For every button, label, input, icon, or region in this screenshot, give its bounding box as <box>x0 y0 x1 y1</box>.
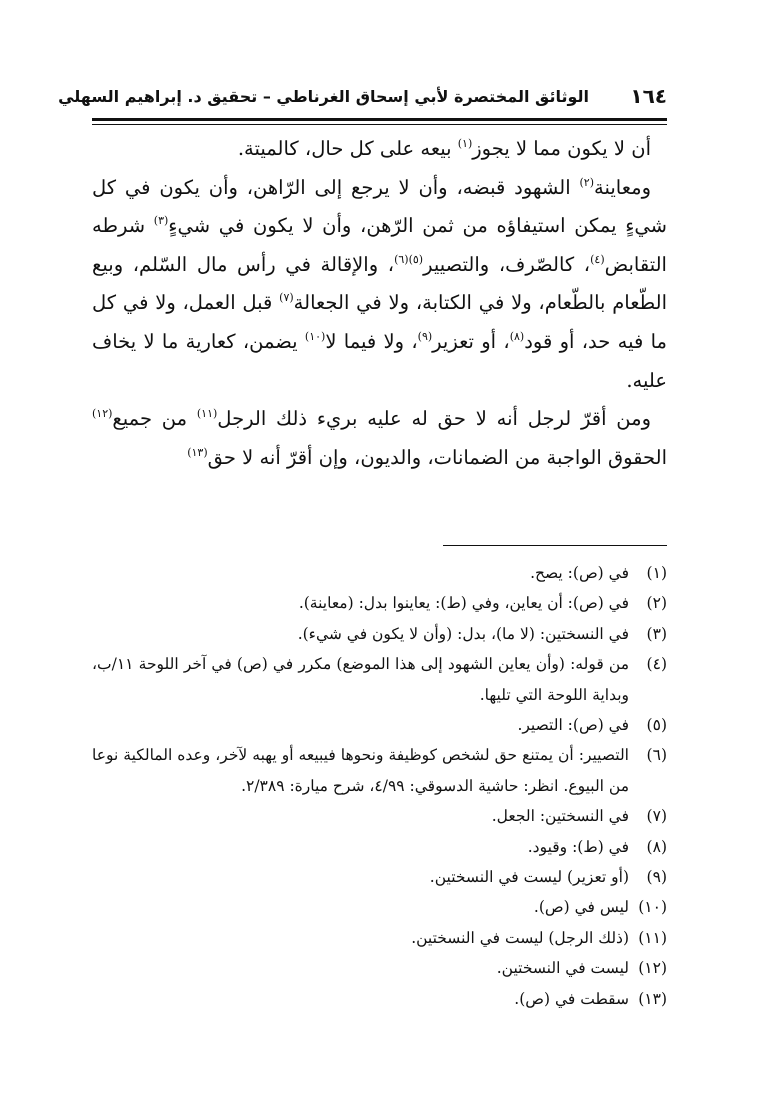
page-number: ١٦٤ <box>630 84 667 108</box>
footnote-3: (٣) في النسختين: (لا ما)، بدل: (وأن لا يكون في شيء). <box>297 624 667 643</box>
running-title: الوثائق المختصرة لأبي إسحاق الغرناطي – تحقيق د. إبراهيم السهلي <box>58 87 589 106</box>
footnote-4: (٤) من قوله: (وأن يعاين الشهود إلى هذا الموضع) مكرر في (ص) في آخر اللوحة ١١/ب، وبداية اللوحة التي تليها. <box>92 655 667 704</box>
footnote-2: (٢) في (ص): أن يعاين، وفي (ط): يعاينوا بدل: (معاينة). <box>298 594 667 613</box>
header-rule-thick <box>92 118 667 121</box>
footnote-ref-2: (٢) <box>579 175 595 189</box>
page-header <box>58 84 667 112</box>
paragraph-3: ومن أقرّ لرجل أنه لا حق له عليه بريء ذلك الرجل$^{(١١)}$ من جميع$^{(١٢)}$ الحقوق الواجبة من الضمانات، والديون، وإن أقرّ أنه لا حق$^{(١٣)}$ <box>92 407 667 469</box>
header-rule-thin <box>92 124 667 125</box>
footnote-ref-13: (١٣) <box>187 445 208 459</box>
footnote-12: (١٢) ليست في النسختين. <box>496 959 667 978</box>
footnote-11: (١١) (ذلك الرجل) ليست في النسختين. <box>411 928 667 947</box>
footnote-ref-11: (١١) <box>196 407 218 421</box>
footnote-ref-9: (٩) <box>417 329 433 343</box>
main-text <box>92 130 667 477</box>
footnote-ref-10: (١٠) <box>304 329 326 343</box>
footnote-7: (٧) في النسختين: الجعل. <box>491 807 667 826</box>
paragraph-1: أن لا يكون مما لا يجوز$^{(١)}$ بيعه على كل حال، كالميتة. <box>237 137 651 160</box>
paragraph-2: ومعاينة$^{(٢)}$ الشهود قبضه، وأن لا يرجع إلى الرّاهن، وأن يكون في كل شيءٍ يمكن استيفاؤه من ثمن الرّهن، وأن لا يكون في شيءٍ$^{(٣)}$ شرطه التقابض$^{(٤)}$، كالصّرف، والتصيير$^{(٥)(٦)}$، والإقالة في رأس مال السّلم، وبيع الطّعام بالطّعام، ولا في الكتابة، ولا في الجعالة$^{(٧)}$ قبل العمل، ولا في كل ما فيه حد، أو قود$^{(٨)}$، أو تعزير$^{(٩)}$، ولا فيما لا$^{(١٠)}$ يضمن، كعارية ما لا يخاف عليه. <box>92 175 668 392</box>
footnote-ref-3: (٣) <box>153 214 169 228</box>
footnote-separator <box>443 545 667 546</box>
footnote-6: (٦) التصيير: أن يمتنع حق لشخص كوظيفة ونحوها فيبيعه أو يهبه لآخر، وعده المالكية نوعا من البيوع. انظر: حاشية الدسوقي: ٤/٩٩، شرح ميارة: ٢/٣٨٩. <box>92 746 667 795</box>
footnote-9: (٩) (أو تعزير) ليست في النسختين. <box>429 868 667 887</box>
footnote-13: (١٣) سقطت في (ص). <box>514 989 667 1008</box>
footnote-ref-4: (٤) <box>590 252 605 266</box>
footnote-5: (٥) في (ص): التصير. <box>517 716 667 735</box>
footnote-ref-12: (١٢) <box>92 407 113 421</box>
footnotes <box>92 558 667 1014</box>
footnote-ref-7: (٧) <box>279 291 294 305</box>
footnote-ref-8: (٨) <box>509 329 525 343</box>
footnote-ref-1: (١) <box>457 137 473 150</box>
footnote-1: (١) في (ص): يصح. <box>530 564 667 582</box>
footnote-ref-5-6: (٥)(٦) <box>394 252 424 266</box>
footnote-8: (٨) في (ط): وقيود. <box>527 837 667 856</box>
footnote-10: (١٠) ليس في (ص). <box>533 898 667 917</box>
